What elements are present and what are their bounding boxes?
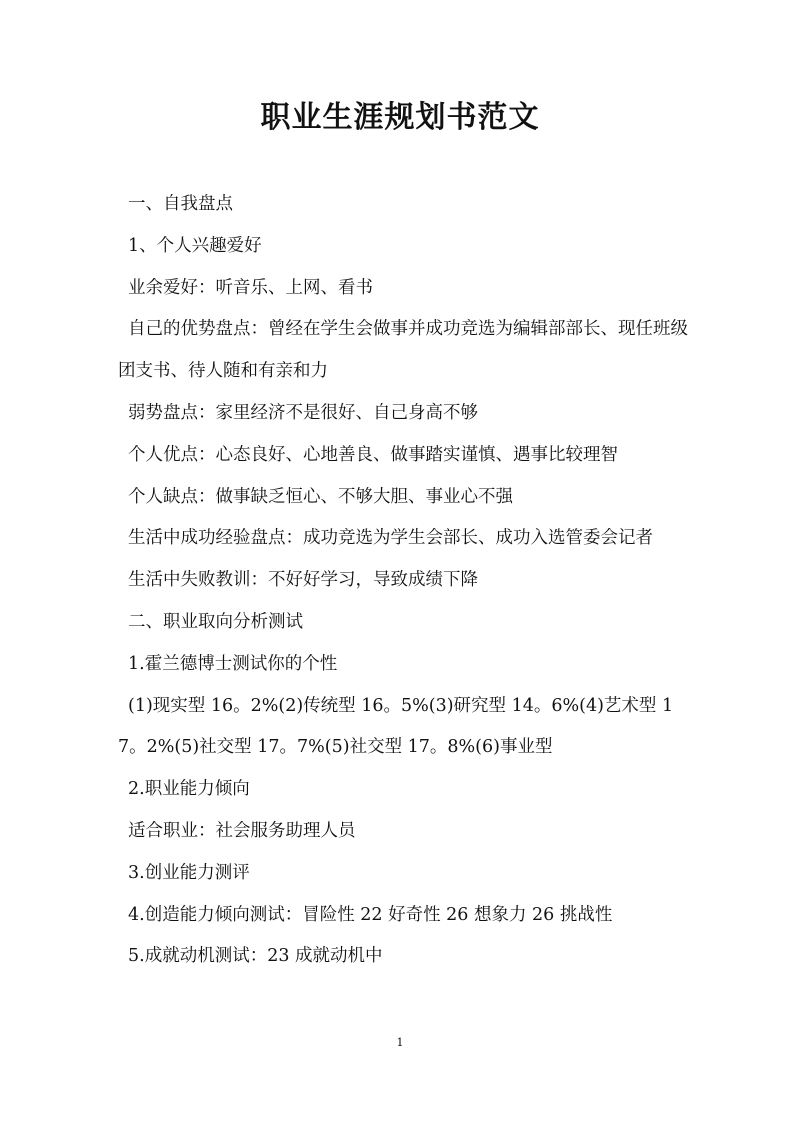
paragraph-personal-shortcomings: 个人缺点：做事缺乏恒心、不够大胆、事业心不强 <box>128 486 513 507</box>
paragraph-success-experience: 生活中成功经验盘点：成功竞选为学生会部长、成功入选管委会记者 <box>128 528 653 549</box>
paragraph-achievement-motivation: 5.成就动机测试：23 成就动机中 <box>128 946 383 967</box>
paragraph-suitable-career: 适合职业：社会服务助理人员 <box>128 820 356 841</box>
paragraph-strengths: 自己的优势盘点：曾经在学生会做事并成功竞选为编辑部部长、现任班级团支书、待人随和有亲和力 <box>118 319 688 382</box>
document-title: 职业生涯规划书范文 <box>260 100 540 135</box>
subheading-holland-test: 1.霍兰德博士测试你的个性 <box>128 653 338 674</box>
section-heading-self-inventory: 一、自我盘点 <box>128 194 233 214</box>
subheading-entrepreneurship: 3.创业能力测评 <box>128 862 250 883</box>
page-number: 1 <box>396 1036 404 1049</box>
paragraph-creativity-test: 4.创造能力倾向测试：冒险性 22 好奇性 26 想象力 26 挑战性 <box>128 904 613 925</box>
paragraph-personal-merits: 个人优点：心态良好、心地善良、做事踏实谨慎、遇事比较理智 <box>128 444 618 465</box>
subheading-interests: 1、个人兴趣爱好 <box>128 235 262 256</box>
document-body <box>118 184 688 978</box>
paragraph-failure-lesson: 生活中失败教训：不好好学习，导致成绩下降 <box>128 570 478 591</box>
paragraph-holland-results: (1)现实型 16。2%(2)传统型 16。5%(3)研究型 14。6%(4)艺术型 17。2%(5)社交型 17。7%(5)社交型 17。8%(6)事业型 <box>118 695 674 758</box>
subheading-career-aptitude: 2.职业能力倾向 <box>128 779 250 800</box>
section-heading-career-orientation: 二、职业取向分析测试 <box>128 611 303 632</box>
paragraph-hobbies: 业余爱好：听音乐、上网、看书 <box>128 277 373 298</box>
paragraph-weaknesses: 弱势盘点：家里经济不是很好、自己身高不够 <box>128 402 478 423</box>
